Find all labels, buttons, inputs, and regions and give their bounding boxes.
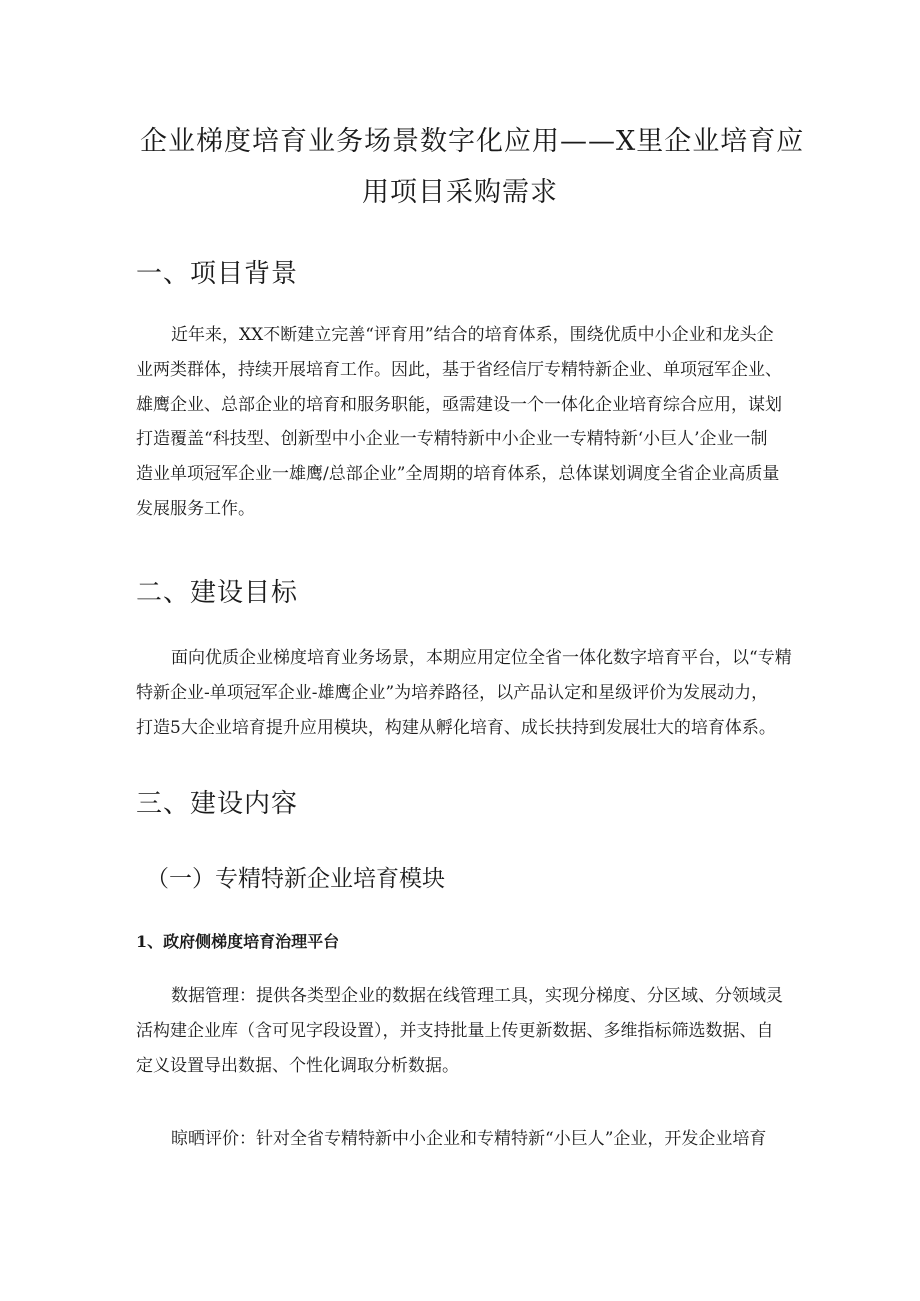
subsection-heading: （一）专精特新企业培育模块 [146, 866, 445, 892]
paragraph-line: 活构建企业库（含可见字段设置），并支持批量上传更新数据、多维指标筛选数据、自 [136, 1020, 774, 1041]
background-paragraph [136, 327, 786, 536]
goals-paragraph [136, 648, 792, 754]
paragraph-line: 打造5大企业培育提升应用模块，构建从孵化培育、成长扶持到发展壮大的培育体系。 [136, 717, 776, 738]
document-title-line-2: 用项目采购需求 [362, 177, 558, 208]
paragraph-line: 特新企业-单项冠军企业-雄鹰企业”为培养路径，以产品认定和星级评价为发展动力， [136, 682, 769, 703]
section-heading-content: 三、建设内容 [136, 789, 299, 819]
document-title-line-1: 企业梯度培育业务场景数字化应用——X里企业培育应 [140, 126, 805, 157]
paragraph-line: 数据管理：提供各类型企业的数据在线管理工具，实现分梯度、分区域、分领域灵 [171, 986, 783, 1006]
evaluation-paragraph [136, 1131, 786, 1166]
paragraph-line: 造业单项冠军企业一雄鹰/总部企业”全周期的培育体系，总体谋划调度全省企业高质量 [136, 464, 780, 485]
section-heading-goals: 二、建设目标 [136, 578, 299, 608]
paragraph-line: 面向优质企业梯度培育业务场景，本期应用定位全省一体化数字培育平台，以“专精 [171, 648, 792, 668]
section-heading-background: 一、项目背景 [136, 259, 299, 289]
paragraph-line: 业两类群体，持续开展培育工作。因此，基于省经信厅专精特新企业、单项冠军企业、 [136, 359, 782, 380]
paragraph-line: 定义设置导出数据、个性化调取分析数据。 [136, 1055, 459, 1076]
paragraph-line: 晾晒评价：针对全省专精特新中小企业和专精特新“小巨人”企业，开发企业培育 [171, 1129, 767, 1149]
paragraph-line: 打造覆盖“科技型、创新型中小企业一专精特新中小企业一专精特新‘小巨人’企业一制 [136, 429, 768, 450]
paragraph-line: 近年来，XX不断建立完善“评育用”结合的培育体系，围绕优质中小企业和龙头企 [171, 325, 774, 345]
item-heading: 1、政府侧梯度培育治理平台 [136, 932, 340, 951]
paragraph-line: 发展服务工作。 [136, 498, 255, 519]
data-management-paragraph [136, 988, 786, 1092]
paragraph-line: 雄鹰企业、总部企业的培育和服务职能，亟需建设一个一体化企业培育综合应用，谋划 [136, 394, 782, 415]
